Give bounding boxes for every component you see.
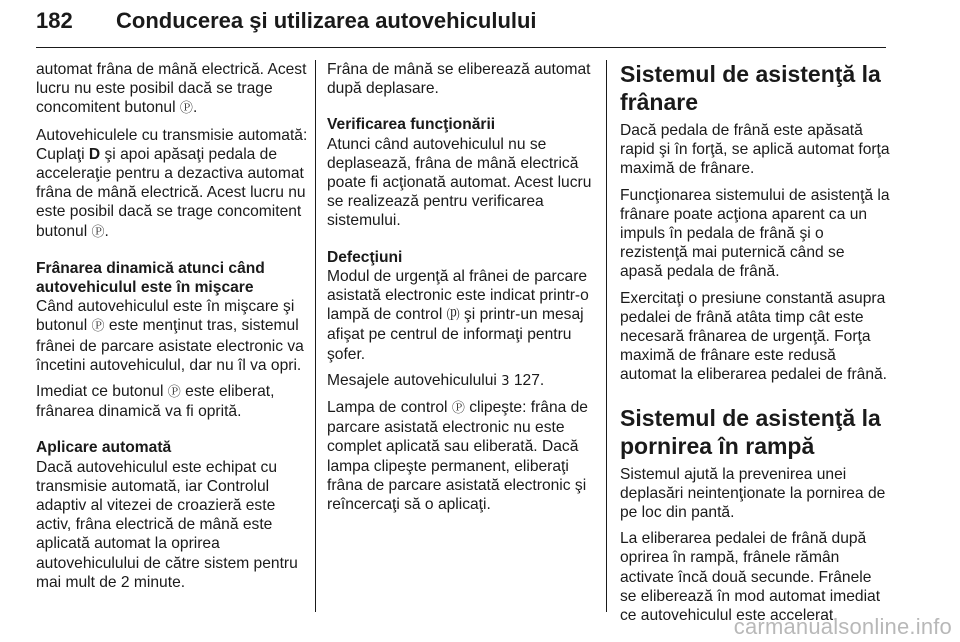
paragraph: Sistemul ajută la prevenirea unei deplasări neintenţionate la pornirea de pe loc din pantă. [620, 465, 886, 522]
subheading: Aplicare automată [36, 439, 172, 457]
paragraph: Exercitaţi o presiune constantă asupra pedalei de frână atâta timp cât este necesară frânarea de urgenţă. Forţa maximă de frânare este redusă automat la eliberarea pedalei de frână. [620, 289, 888, 384]
paragraph: La eliberarea pedalei de frână după oprirea în rampă, frânele rămân activate încă două secunde. Frânele se eliberează în mod automat imediat ce autovehiculul este accelerat. [620, 530, 881, 625]
section-heading: Sistemul de asistenţă la pornirea în rampă [620, 404, 881, 459]
subheading: Defecţiuni [327, 248, 403, 266]
paragraph: Când autovehiculul este în mişcare şi butonul Ⓟ este menţinut tras, sistemul frânei de parcare asistate electronic va încetini autovehiculul, dar nu îl va opri. [36, 298, 304, 374]
column-1 [36, 60, 308, 599]
paragraph: Imediat ce butonul Ⓟ este eliberat, frânarea dinamică va fi oprită. [36, 383, 275, 421]
parking-brake-icon: Ⓟ [91, 224, 105, 240]
paragraph: Frâna de mână se eliberează automat după deplasare. [327, 61, 591, 98]
paragraph: Dacă pedala de frână este apăsată rapid şi în forţă, se aplică automat forţa maximă de frânare. [620, 122, 890, 178]
page-header [36, 8, 886, 44]
watermark: carmanualsonline.info [733, 614, 952, 639]
subheading: Verificarea funcţionării [327, 116, 496, 134]
subheading: Frânarea dinamică atunci când autovehiculul este în mişcare [36, 259, 265, 297]
parking-brake-icon: Ⓟ [451, 401, 465, 417]
column-divider [315, 60, 316, 612]
parking-brake-icon: Ⓟ [91, 319, 105, 335]
paragraph: Mesajele autovehiculului 3 127. [327, 371, 545, 389]
column-3 [620, 60, 890, 632]
parking-brake-icon: Ⓟ [179, 101, 193, 117]
paragraph: Modul de urgenţă al frânei de parcare asistată electronic este indicat printr-o lampă de control ⒫ şi printr-un mesaj afişat pe centrul de informaţi pentru şofer. [327, 267, 589, 363]
warning-lamp-icon: ⒫ [446, 308, 460, 324]
paragraph: Autovehiculele cu transmisie automată: Cuplaţi D şi apoi apăsaţi pedala de acceleraţie pentru a dezactiva automat frâna de mână electrică. Acest lucru nu este posibil dacă se trage concomitent butonul Ⓟ. [36, 126, 308, 240]
column-2 [327, 60, 597, 521]
header-divider [36, 47, 886, 48]
paragraph: Atunci când autovehiculul nu se deplasează, frâna de mână electrică poate fi acţionată automat. Acest lucru se realizează pentru verificarea sistemului. [327, 135, 592, 230]
column-divider [606, 60, 607, 612]
paragraph: Dacă autovehiculul este echipat cu transmisie automată, iar Controlul adaptiv al vitezei de croazieră este activ, frâna electrică de mână este aplicată automat la oprirea autovehiculului de către sistem pentru mai mult de 2 minute. [36, 458, 298, 591]
page-reference-arrow-icon: 3 [501, 373, 510, 389]
parking-brake-icon: Ⓟ [167, 385, 181, 401]
paragraph: Funcţionarea sistemului de asistenţă la frânare poate acţiona aparent ca un impuls în pedala de frână şi o rezistenţă mai puternică când se apasă pedala de frână. [620, 186, 890, 281]
page-number: 182 [36, 8, 73, 33]
page-title: Conducerea şi utilizarea autovehiculului [116, 8, 537, 33]
section-heading: Sistemul de asistenţă la frânare [620, 61, 881, 115]
paragraph: automat frâna de mână electrică. Acest lucru nu este posibil dacă se trage concomitent butonul Ⓟ. [36, 61, 307, 117]
paragraph: Lampa de control Ⓟ clipeşte: frâna de parcare asistată electronic nu este complet aplicată sau eliberată. Dacă lampa clipeşte permanent, eliberaţi frâna de parcare asistată electronic şi reîncercaţi să o aplicaţi. [327, 399, 588, 514]
